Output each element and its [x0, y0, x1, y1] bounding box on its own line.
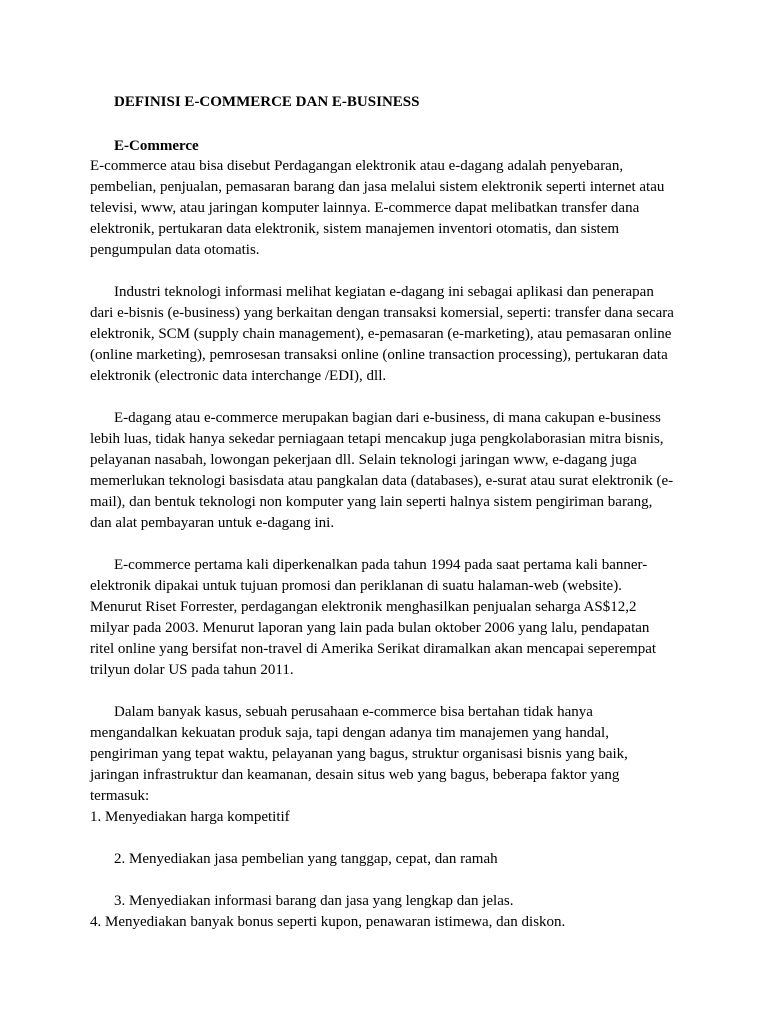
paragraph-line: mengandalkan kekuatan produk saja, tapi dengan adanya tim manajemen yang handal,	[90, 725, 609, 741]
section-heading: E-Commerce	[114, 138, 199, 154]
paragraph-line: E-dagang atau e-commerce merupakan bagian dari e-business, di mana cakupan e-business	[114, 410, 661, 426]
paragraph-line: elektronik (electronic data interchange /EDI), dll.	[90, 368, 387, 384]
paragraph-line: dan alat pembayaran untuk e-dagang ini.	[90, 515, 335, 531]
paragraph-line: elektronik dipakai untuk tujuan promosi dan periklanan di suatu halaman-web (website).	[90, 578, 622, 594]
paragraph-line: Dalam banyak kasus, sebuah perusahaan e-commerce bisa bertahan tidak hanya	[114, 704, 593, 720]
list-item: 1. Menyediakan harga kompetitif	[90, 809, 290, 825]
list-item: 2. Menyediakan jasa pembelian yang tanggap, cepat, dan ramah	[114, 851, 498, 867]
paragraph-line: Menurut Riset Forrester, perdagangan elektronik menghasilkan penjualan seharga AS$12,2	[90, 599, 637, 615]
paragraph-line: memerlukan teknologi basisdata atau pangkalan data (databases), e-surat atau surat elektronik (e-	[90, 473, 674, 489]
paragraph-line: E-commerce pertama kali diperkenalkan pada tahun 1994 pada saat pertama kali banner-	[114, 557, 648, 573]
paragraph-line: pelayanan nasabah, lowongan pekerjaan dll. Selain teknologi jaringan www, e-dagang juga	[90, 452, 637, 468]
paragraph-line: ritel online yang bersifat non-travel di Amerika Serikat diramalkan akan mencapai seperempat	[90, 641, 657, 657]
paragraph-line: televisi, www, atau jaringan komputer lainnya. E-commerce dapat melibatkan transfer dana	[90, 200, 640, 216]
paragraph-line: elektronik, pertukaran data elektronik, sistem manajemen inventori otomatis, dan sistem	[90, 221, 620, 237]
paragraph-line: trilyun dolar US pada tahun 2011.	[90, 662, 294, 678]
paragraph-line: milyar pada 2003. Menurut laporan yang lain pada bulan oktober 2006 yang lalu, pendapatan	[90, 620, 650, 636]
paragraph-line: jaringan infrastruktur dan keamanan, desain situs web yang bagus, beberapa faktor yang	[90, 767, 620, 783]
paragraph-line: Industri teknologi informasi melihat kegiatan e-dagang ini sebagai aplikasi dan penerapan	[114, 284, 654, 300]
paragraph-line: pengumpulan data otomatis.	[90, 242, 260, 258]
paragraph-line: pengiriman yang tepat waktu, pelayanan yang bagus, struktur organisasi bisnis yang baik,	[90, 746, 628, 762]
list-item: 3. Menyediakan informasi barang dan jasa yang lengkap dan jelas.	[114, 893, 514, 909]
paragraph-line: (online marketing), pemrosesan transaksi online (online transaction processing), pertukaran data	[90, 347, 668, 363]
paragraph-line: dari e-bisnis (e-business) yang berkaitan dengan transaksi komersial, seperti: transfer dana secara	[90, 305, 674, 321]
paragraph-line: pembelian, penjualan, pemasaran barang dan jasa melalui sistem elektronik seperti internet atau	[90, 179, 665, 195]
paragraph-line: lebih luas, tidak hanya sekedar perniagaan tetapi mencakup juga pengkolaborasian mitra bisnis,	[90, 431, 664, 447]
paragraph-line: elektronik, SCM (supply chain management), e-pemasaran (e-marketing), atau pemasaran online	[90, 326, 672, 342]
document-title: DEFINISI E-COMMERCE DAN E-BUSINESS	[114, 94, 420, 110]
paragraph-line: E-commerce atau bisa disebut Perdagangan elektronik atau e-dagang adalah penyebaran,	[90, 158, 624, 174]
list-item: 4. Menyediakan banyak bonus seperti kupon, penawaran istimewa, dan diskon.	[90, 914, 566, 930]
paragraph-line: mail), dan bentuk teknologi non komputer yang lain seperti halnya sistem pengiriman barang,	[90, 494, 653, 510]
paragraph-line: termasuk:	[90, 788, 150, 804]
